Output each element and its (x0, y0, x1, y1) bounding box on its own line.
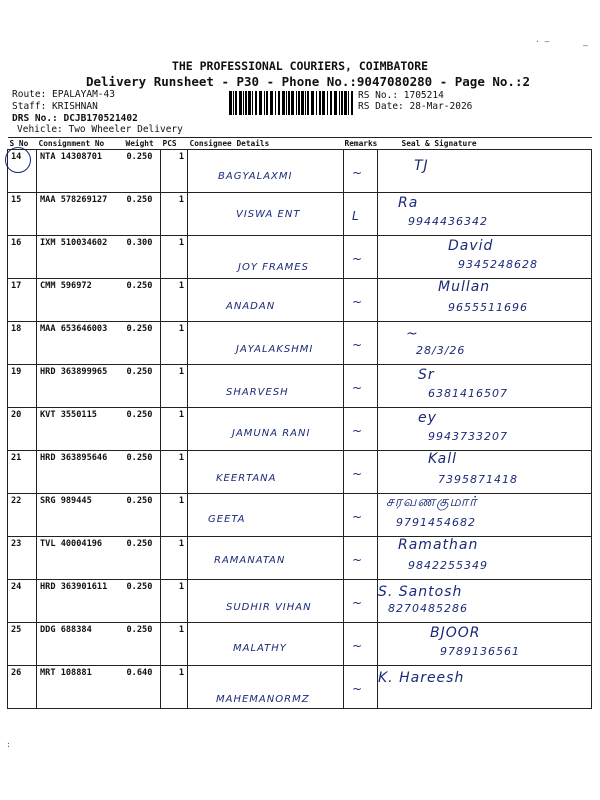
row-pcs: 1 (161, 150, 188, 193)
table-row (8, 580, 592, 623)
phone-handwriting: 9943733207 (428, 430, 508, 443)
row-consignment-no: CMM 596972 (37, 279, 124, 322)
row-consignment-no: HRD 363899965 (37, 365, 124, 408)
remark-tick-mark: ~ (352, 381, 364, 395)
table-row (8, 537, 592, 580)
consignee-handwriting: MALATHY (233, 643, 287, 654)
remark-tick-mark: ~ (352, 467, 364, 481)
row-remark (344, 193, 378, 236)
remark-tick-mark: ~ (352, 166, 364, 180)
row-consignment-no: MAA 578269127 (37, 193, 124, 236)
row-sno: 17 (8, 279, 37, 322)
row-pcs: 1 (161, 623, 188, 666)
row-signature (378, 279, 592, 322)
signature-handwriting: ~ (406, 326, 419, 342)
row-consignee (188, 451, 344, 494)
row-signature (378, 408, 592, 451)
signature-handwriting: சரவணகுமார் (386, 494, 478, 510)
row-pcs: 1 (161, 580, 188, 623)
row-weight: 0.300 (124, 236, 161, 279)
row-weight: 0.250 (124, 451, 161, 494)
vehicle-label: Vehicle: Two Wheeler Delivery (17, 124, 183, 135)
row-remark (344, 365, 378, 408)
row-weight: 0.250 (124, 193, 161, 236)
row-sno: 18 (8, 322, 37, 365)
row-consignment-no: MAA 653646003 (37, 322, 124, 365)
table-row (8, 236, 592, 279)
row-consignee (188, 193, 344, 236)
row-sno: 15 (8, 193, 37, 236)
row-consignment-no: MRT 108881 (37, 666, 124, 709)
row-remark (344, 236, 378, 279)
row-weight: 0.250 (124, 408, 161, 451)
row-sno: 21 (8, 451, 37, 494)
signature-handwriting: Ra (398, 195, 419, 211)
phone-handwriting: 9655511696 (448, 301, 528, 314)
header-sno: S No (8, 138, 37, 150)
phone-handwriting: 28/3/26 (416, 344, 466, 357)
table-row (8, 150, 592, 193)
remark-tick-mark: ~ (352, 338, 364, 352)
row-signature (378, 236, 592, 279)
remark-tick-mark: ~ (352, 424, 364, 438)
row-consignment-no: DDG 688384 (37, 623, 124, 666)
table-row (8, 666, 592, 709)
row-pcs: 1 (161, 365, 188, 408)
row-remark (344, 150, 378, 193)
runsheet-subtitle: Delivery Runsheet - P30 - Phone No.:9047080280 - Page No.:2 (85, 74, 530, 89)
row-weight: 0.250 (124, 365, 161, 408)
phone-handwriting: 9842255349 (408, 559, 488, 572)
phone-handwriting: 9944436342 (408, 215, 488, 228)
row-weight: 0.250 (124, 279, 161, 322)
header-signature: Seal & Signature (378, 138, 592, 150)
row-sno: 16 (8, 236, 37, 279)
remark-tick-mark: ~ (352, 295, 364, 309)
company-title: THE PROFESSIONAL COURIERS, COIMBATORE (171, 59, 429, 73)
scan-mark: — (583, 41, 588, 50)
row-remark (344, 408, 378, 451)
row-consignee (188, 494, 344, 537)
table-row (8, 279, 592, 322)
row-remark (344, 623, 378, 666)
remark-tick-mark: ~ (352, 596, 364, 610)
consignee-handwriting: MAHEMANORMZ (216, 694, 310, 705)
phone-handwriting: 6381416507 (428, 387, 508, 400)
row-signature (378, 537, 592, 580)
staff-label: Staff: KRISHNAN (12, 101, 98, 112)
row-consignee (188, 623, 344, 666)
row-signature (378, 365, 592, 408)
row-remark (344, 666, 378, 709)
row-signature (378, 580, 592, 623)
row-sno: 22 (8, 494, 37, 537)
row-consignment-no: HRD 363895646 (37, 451, 124, 494)
drs-number: DRS No.: DCJB170521402 (12, 113, 138, 124)
phone-handwriting: 9791454682 (396, 516, 476, 529)
row-signature (378, 666, 592, 709)
row-pcs: 1 (161, 494, 188, 537)
consignee-handwriting: VISWA ENT (236, 209, 301, 220)
row-consignment-no: SRG 989445 (37, 494, 124, 537)
row-signature (378, 193, 592, 236)
remark-tick-mark: ~ (352, 682, 364, 696)
row-pcs: 1 (161, 236, 188, 279)
row-pcs: 1 (161, 322, 188, 365)
row-sno: 23 (8, 537, 37, 580)
table-row (8, 322, 592, 365)
header-pcs: PCS (161, 138, 188, 150)
rs-date: RS Date: 28-Mar-2026 (358, 101, 473, 112)
row-weight: 0.250 (124, 580, 161, 623)
row-remark (344, 451, 378, 494)
table-row (8, 408, 592, 451)
row-weight: 0.640 (124, 666, 161, 709)
signature-handwriting: Kall (428, 451, 458, 467)
route-label: Route: EPALAYAM-43 (12, 89, 115, 100)
remark-tick-mark: ~ (352, 639, 364, 653)
row-weight: 0.250 (124, 150, 161, 193)
row-weight: 0.250 (124, 537, 161, 580)
signature-handwriting: K. Hareesh (378, 670, 465, 686)
row-consignee (188, 580, 344, 623)
consignee-handwriting: KEERTANA (216, 473, 277, 484)
row-consignee (188, 236, 344, 279)
row-signature (378, 623, 592, 666)
table-row (8, 193, 592, 236)
consignee-handwriting: ANADAN (226, 301, 276, 312)
row-sno: 25 (8, 623, 37, 666)
remark-tick-mark: ~ (352, 510, 364, 524)
row-remark (344, 322, 378, 365)
signature-handwriting: Mullan (438, 279, 491, 295)
row-consignee (188, 365, 344, 408)
scan-mark: · — (535, 37, 550, 46)
consignee-handwriting: SHARVESH (226, 387, 289, 398)
row-remark (344, 279, 378, 322)
scan-mark: : (6, 740, 11, 749)
row-signature (378, 322, 592, 365)
row-pcs: 1 (161, 537, 188, 580)
row-weight: 0.250 (124, 623, 161, 666)
table-row (8, 494, 592, 537)
row-consignee (188, 537, 344, 580)
row-consignment-no: HRD 363901611 (37, 580, 124, 623)
row-signature (378, 451, 592, 494)
row-pcs: 1 (161, 666, 188, 709)
row-pcs: 1 (161, 279, 188, 322)
row-remark (344, 494, 378, 537)
header-remarks: Remarks (344, 139, 378, 148)
row-sno: 24 (8, 580, 37, 623)
row-consignment-no: TVL 40004196 (37, 537, 124, 580)
signature-handwriting: Sr (418, 367, 435, 383)
row-remark (344, 580, 378, 623)
rs-number: RS No.: 1705214 (358, 90, 444, 101)
signature-handwriting: BJOOR (430, 625, 481, 641)
remark-tick-mark: L (352, 209, 360, 223)
phone-handwriting: 8270485286 (388, 602, 468, 615)
signature-handwriting: TJ (414, 158, 429, 174)
row-sno: 20 (8, 408, 37, 451)
consignee-handwriting: JAYALAKSHMI (236, 344, 314, 355)
row-consignee (188, 666, 344, 709)
table-header-row (8, 138, 592, 150)
row-weight: 0.250 (124, 494, 161, 537)
row-sno: 14 (8, 150, 37, 193)
row-weight: 0.250 (124, 322, 161, 365)
row-consignment-no: NTA 14308701 (37, 150, 124, 193)
signature-handwriting: ey (418, 410, 437, 426)
phone-handwriting: 9789136561 (440, 645, 520, 658)
consignee-handwriting: BAGYALAXMI (218, 171, 293, 182)
signature-handwriting: David (448, 238, 494, 254)
row-sno: 26 (8, 666, 37, 709)
row-consignee (188, 408, 344, 451)
consignee-handwriting: RAMANATAN (214, 555, 286, 566)
row-consignee (188, 150, 344, 193)
row-sno: 19 (8, 365, 37, 408)
signature-handwriting: S. Santosh (378, 584, 463, 600)
header-consignment: Consignment No (37, 138, 124, 150)
row-signature (378, 150, 592, 193)
table-row (8, 451, 592, 494)
remark-tick-mark: ~ (352, 553, 364, 567)
table-row (8, 623, 592, 666)
row-consignee (188, 322, 344, 365)
row-signature (378, 494, 592, 537)
consignee-handwriting: GEETA (208, 514, 246, 525)
phone-handwriting: 7395871418 (438, 473, 518, 486)
table-row (8, 365, 592, 408)
phone-handwriting: 9345248628 (458, 258, 538, 271)
barcode (229, 91, 355, 115)
row-consignment-no: IXM 510034602 (37, 236, 124, 279)
header-weight: Weight (124, 138, 161, 150)
signature-handwriting: Ramathan (398, 537, 479, 553)
row-pcs: 1 (161, 408, 188, 451)
row-remark (344, 537, 378, 580)
row-pcs: 1 (161, 193, 188, 236)
remark-tick-mark: ~ (352, 252, 364, 266)
runsheet-table (7, 137, 592, 709)
row-consignment-no: KVT 3550115 (37, 408, 124, 451)
header-consignee: Consignee Details (188, 138, 344, 150)
consignee-handwriting: JAMUNA RANI (232, 428, 311, 439)
row-pcs: 1 (161, 451, 188, 494)
row-consignee (188, 279, 344, 322)
consignee-handwriting: JOY FRAMES (238, 262, 309, 273)
consignee-handwriting: SUDHIR VIHAN (226, 602, 312, 613)
